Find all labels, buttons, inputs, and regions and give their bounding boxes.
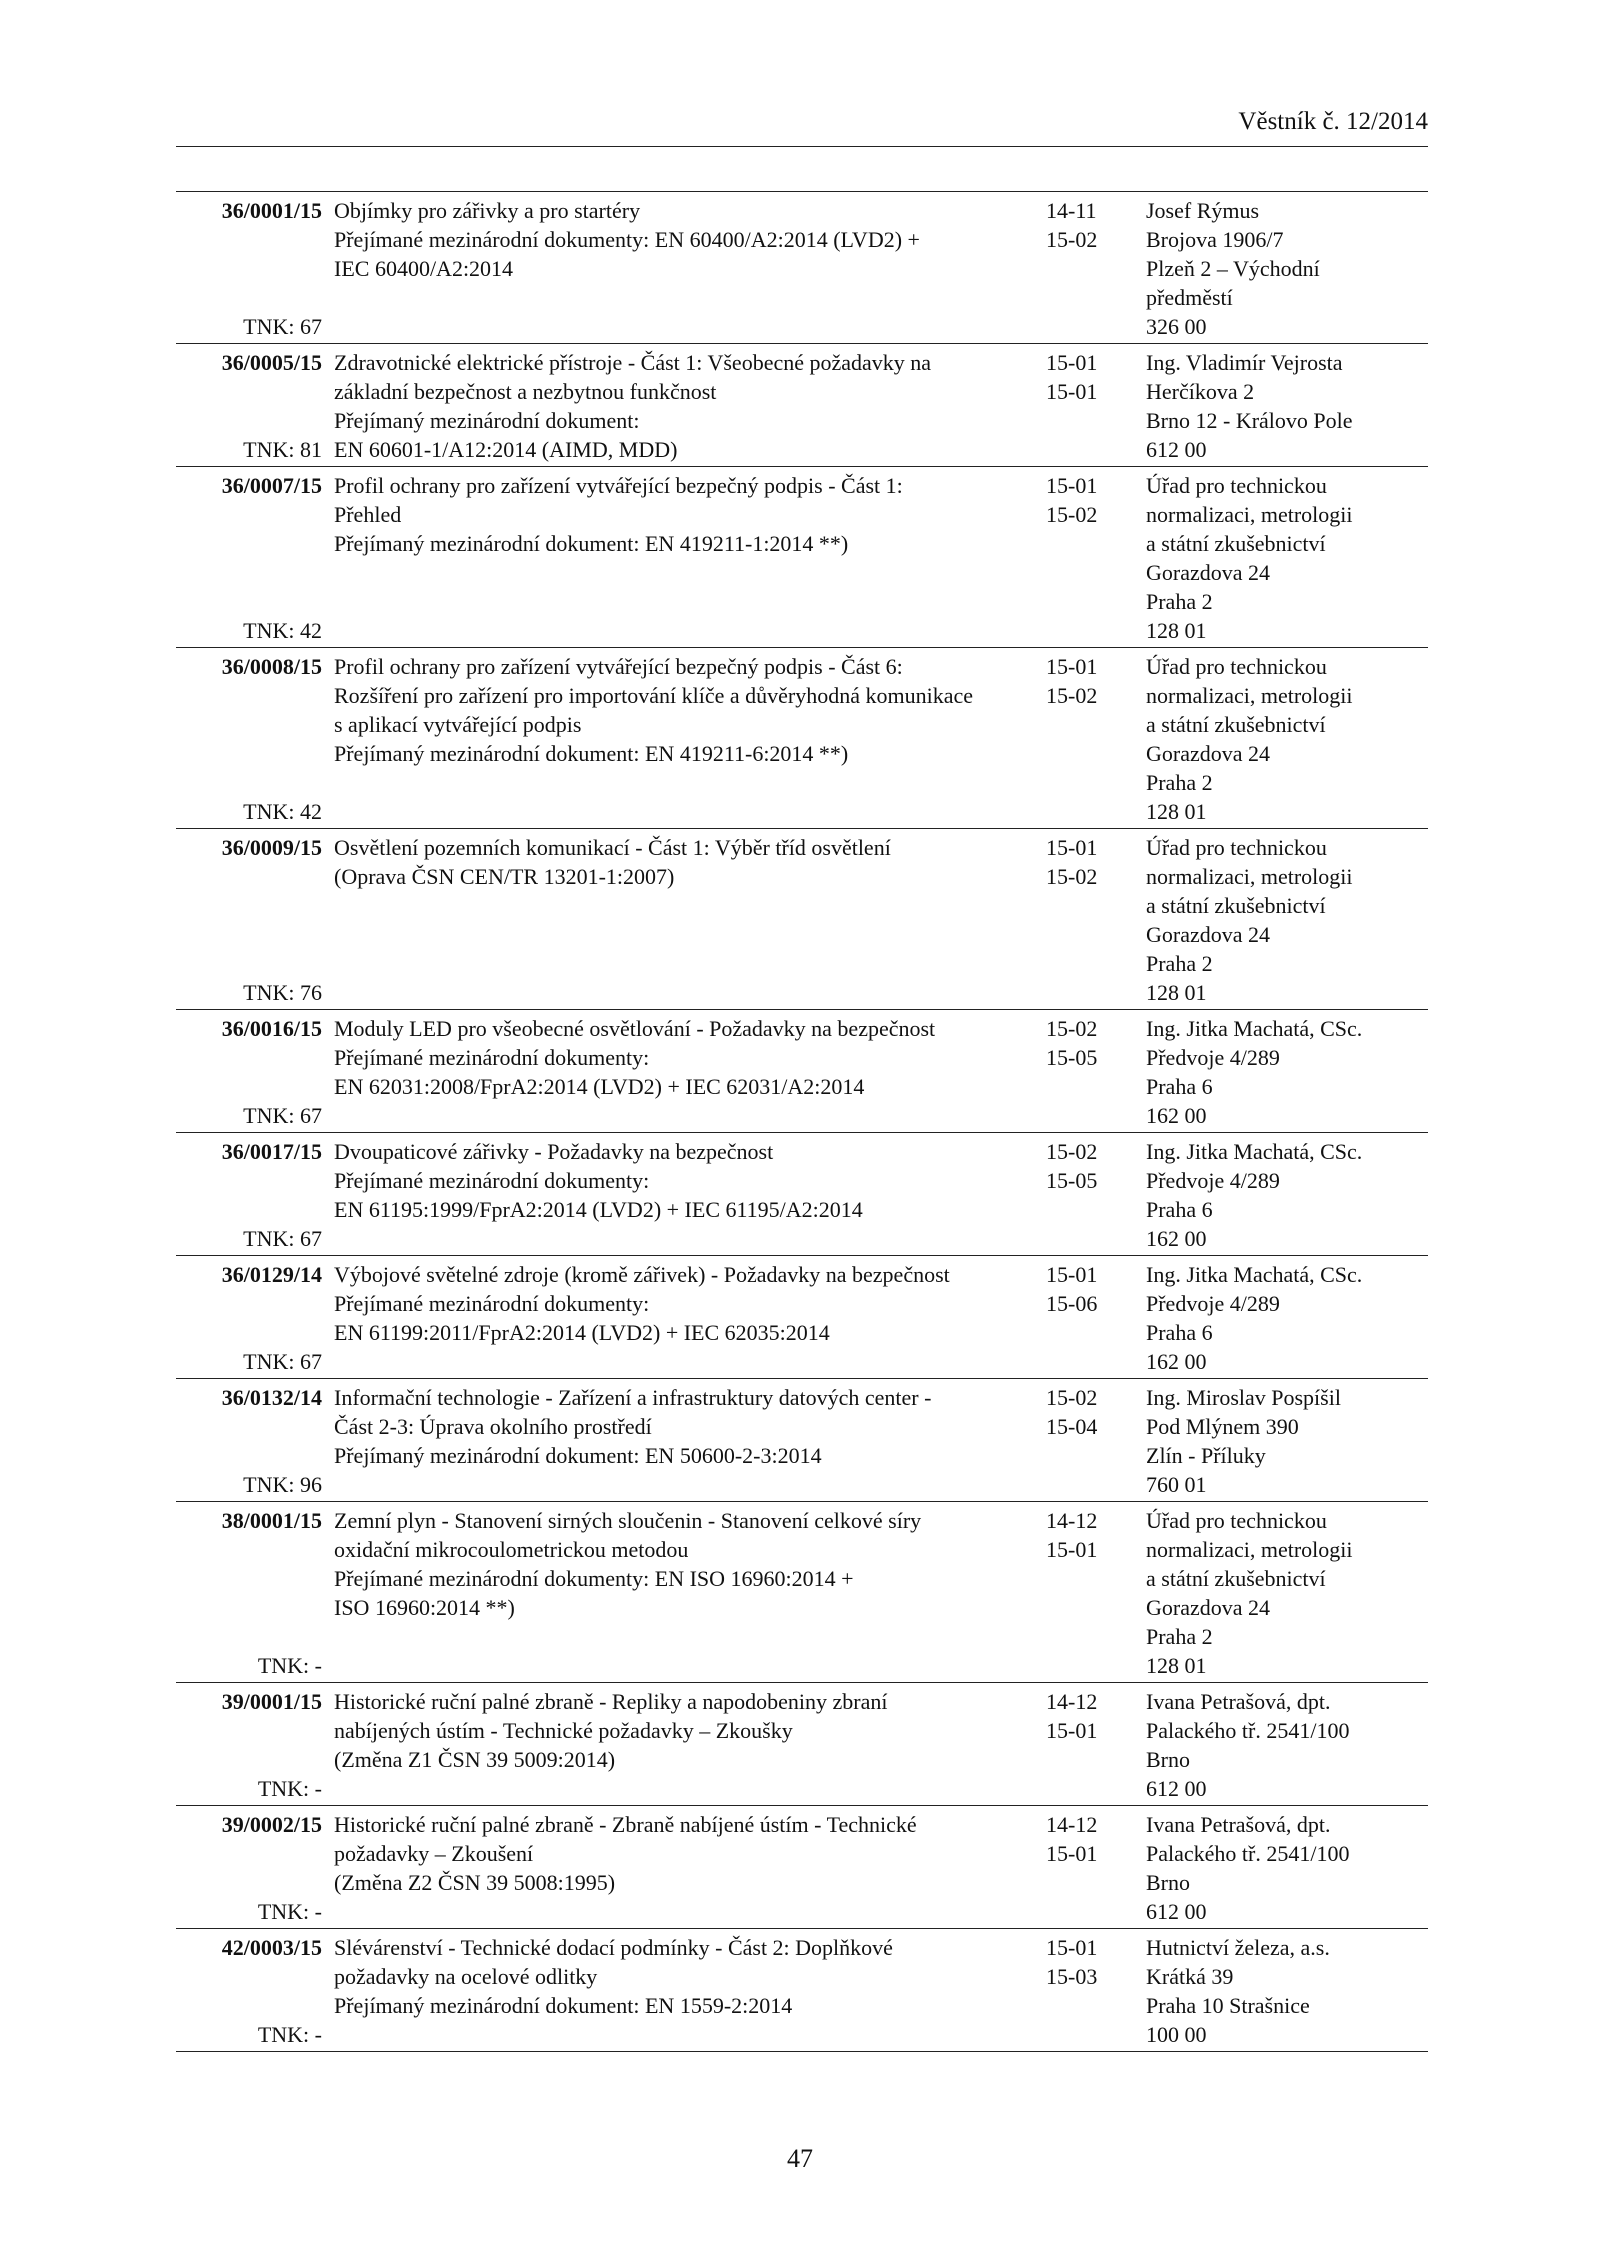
description-line: s aplikací vytvářející podpis [334, 712, 582, 737]
entry-description [328, 1929, 1040, 2052]
contact-line: Předvoje 4/289 [1146, 1291, 1280, 1316]
table-row [176, 192, 1428, 344]
entry-id-cell [176, 1133, 328, 1256]
entry-dates [1040, 1502, 1140, 1683]
entry-id-cell [176, 1806, 328, 1929]
entry-number: 39/0002/15 [221, 1812, 322, 1837]
date-code: 15-01 [1046, 350, 1098, 375]
table-row [176, 648, 1428, 829]
entry-number: 39/0001/15 [221, 1689, 322, 1714]
description-line: Moduly LED pro všeobecné osvětlování - Požadavky na bezpečnost [334, 1016, 936, 1041]
description-line: Historické ruční palné zbraně - Zbraně nabíjené ústím - Technické [334, 1812, 917, 1837]
entry-id-cell [176, 1379, 328, 1502]
date-code: 15-04 [1046, 1414, 1098, 1439]
entry-description [328, 1256, 1040, 1379]
tnk-label: TNK: - [257, 2022, 322, 2047]
entry-dates [1040, 1929, 1140, 2052]
table-row [176, 1683, 1428, 1806]
spacer [182, 1535, 322, 1564]
description-line: ISO 16960:2014 **) [334, 1595, 515, 1620]
date-code: 15-02 [1046, 1016, 1098, 1041]
tnk-label: TNK: 96 [243, 1472, 322, 1497]
entry-contact [1140, 1502, 1428, 1683]
tnk-label: TNK: - [257, 1653, 322, 1678]
contact-line: 760 01 [1146, 1472, 1207, 1497]
spacer [182, 1839, 322, 1868]
table-row [176, 829, 1428, 1010]
spacer [182, 406, 322, 435]
contact-line: Zlín - Příluky [1146, 1443, 1266, 1468]
entry-description [328, 467, 1040, 648]
date-code: 15-02 [1046, 683, 1098, 708]
description-line: Slévárenství - Technické dodací podmínky - Část 2: Doplňkové [334, 1935, 893, 1960]
date-code: 15-06 [1046, 1291, 1098, 1316]
description-line: Přejímaný mezinárodní dokument: EN 419211-6:2014 **) [334, 741, 849, 766]
description-line: Přehled [334, 502, 402, 527]
spacer [182, 587, 322, 616]
contact-line: Ing. Jitka Machatá, CSc. [1146, 1139, 1363, 1164]
contact-line: Palackého tř. 2541/100 [1146, 1718, 1350, 1743]
spacer [182, 1441, 322, 1470]
bulletin-title: Věstník č. 12/2014 [1238, 108, 1428, 135]
page-number: 47 [787, 2144, 813, 2173]
spacer [182, 500, 322, 529]
spacer [182, 377, 322, 406]
description-line: Přejímaný mezinárodní dokument: EN 1559-2:2014 [334, 1993, 793, 2018]
entry-dates [1040, 1256, 1140, 1379]
spacer [182, 862, 322, 891]
date-code: 15-05 [1046, 1168, 1098, 1193]
table-row [176, 1133, 1428, 1256]
entry-id-cell [176, 1010, 328, 1133]
entry-description [328, 344, 1040, 467]
date-code: 14-11 [1046, 198, 1097, 223]
entry-id-cell [176, 1256, 328, 1379]
contact-line: Krátká 39 [1146, 1964, 1234, 1989]
contact-line: Brno 12 - Královo Pole [1146, 408, 1353, 433]
description-line: Přejímané mezinárodní dokumenty: EN 60400/A2:2014 (LVD2) + [334, 227, 920, 252]
description-line: Historické ruční palné zbraně - Repliky a napodobeniny zbraní [334, 1689, 888, 1714]
description-line: Přejímané mezinárodní dokumenty: EN ISO 16960:2014 + [334, 1566, 854, 1591]
description-line: Rozšíření pro zařízení pro importování klíče a důvěryhodná komunikace [334, 683, 974, 708]
description-line: Část 2-3: Úprava okolního prostředí [334, 1414, 652, 1439]
entry-number: 36/0008/15 [221, 654, 322, 679]
contact-line: 100 00 [1146, 2022, 1207, 2047]
contact-line: normalizaci, metrologii [1146, 864, 1353, 889]
description-line: Přejímaný mezinárodní dokument: EN 419211-1:2014 **) [334, 531, 849, 556]
spacer [182, 283, 322, 312]
contact-line: normalizaci, metrologii [1146, 1537, 1353, 1562]
description-line: EN 60601-1/A12:2014 (AIMD, MDD) [334, 437, 678, 462]
contact-line: a státní zkušebnictví [1146, 531, 1326, 556]
spacer [182, 1195, 322, 1224]
date-code: 15-01 [1046, 1537, 1098, 1562]
entry-number: 42/0003/15 [221, 1935, 322, 1960]
description-line: EN 62031:2008/FprA2:2014 (LVD2) + IEC 62031/A2:2014 [334, 1074, 865, 1099]
contact-line: 162 00 [1146, 1226, 1207, 1251]
spacer [182, 710, 322, 739]
description-line: Zdravotnické elektrické přístroje - Část 1: Všeobecné požadavky na [334, 350, 932, 375]
date-code: 14-12 [1046, 1689, 1098, 1714]
date-code: 15-03 [1046, 1964, 1098, 1989]
table-row [176, 1502, 1428, 1683]
contact-line: Gorazdova 24 [1146, 922, 1271, 947]
contact-line: Palackého tř. 2541/100 [1146, 1841, 1350, 1866]
contact-line: Gorazdova 24 [1146, 741, 1271, 766]
contact-line: normalizaci, metrologii [1146, 502, 1353, 527]
description-line: Přejímané mezinárodní dokumenty: [334, 1168, 650, 1193]
contact-line: 128 01 [1146, 618, 1207, 643]
entry-number: 36/0132/14 [221, 1385, 322, 1410]
description-line: Informační technologie - Zařízení a infrastruktury datových center - [334, 1385, 932, 1410]
description-line: (Oprava ČSN CEN/TR 13201-1:2007) [334, 864, 675, 889]
description-line: Přejímané mezinárodní dokumenty: [334, 1045, 650, 1070]
entry-dates [1040, 1806, 1140, 1929]
tnk-label: TNK: 67 [243, 1103, 322, 1128]
contact-line: Praha 6 [1146, 1320, 1213, 1345]
contact-line: 128 01 [1146, 1653, 1207, 1678]
table-row [176, 1806, 1428, 1929]
entry-id-cell [176, 1502, 328, 1683]
spacer [182, 1593, 322, 1622]
spacer [182, 1412, 322, 1441]
entry-dates [1040, 467, 1140, 648]
entry-dates [1040, 829, 1140, 1010]
spacer [182, 1622, 322, 1651]
entry-number: 36/0009/15 [221, 835, 322, 860]
table-row [176, 467, 1428, 648]
contact-line: a státní zkušebnictví [1146, 1566, 1326, 1591]
contact-line: 612 00 [1146, 1776, 1207, 1801]
spacer [182, 1962, 322, 1991]
spacer [182, 254, 322, 283]
entry-description [328, 829, 1040, 1010]
contact-line: a státní zkušebnictví [1146, 712, 1326, 737]
description-line: EN 61199:2011/FprA2:2014 (LVD2) + IEC 62035:2014 [334, 1320, 830, 1345]
spacer [182, 1318, 322, 1347]
description-line: (Změna Z1 ČSN 39 5009:2014) [334, 1747, 616, 1772]
contact-line: Ing. Miroslav Pospíšil [1146, 1385, 1341, 1410]
description-line: Profil ochrany pro zařízení vytvářející bezpečný podpis - Část 1: [334, 473, 903, 498]
entry-id-cell [176, 648, 328, 829]
entry-dates [1040, 1133, 1140, 1256]
standards-table [176, 191, 1428, 2052]
contact-line: 162 00 [1146, 1103, 1207, 1128]
entry-contact [1140, 829, 1428, 1010]
tnk-label: TNK: 67 [243, 1226, 322, 1251]
tnk-label: TNK: 42 [243, 799, 322, 824]
entry-id-cell [176, 467, 328, 648]
date-code: 15-02 [1046, 502, 1098, 527]
contact-line: Úřad pro technickou [1146, 835, 1327, 860]
entry-contact [1140, 1806, 1428, 1929]
tnk-label: TNK: 42 [243, 618, 322, 643]
contact-line: Plzeň 2 – Východní [1146, 256, 1320, 281]
description-line: (Změna Z2 ČSN 39 5008:1995) [334, 1870, 616, 1895]
entry-number: 36/0129/14 [221, 1262, 322, 1287]
entry-contact [1140, 192, 1428, 344]
tnk-label: TNK: 81 [243, 437, 322, 462]
contact-line: 162 00 [1146, 1349, 1207, 1374]
description-line: nabíjených ústím - Technické požadavky – Zkoušky [334, 1718, 793, 1743]
entry-dates [1040, 1683, 1140, 1806]
entry-contact [1140, 1256, 1428, 1379]
description-line: Přejímaný mezinárodní dokument: [334, 408, 640, 433]
date-code: 15-02 [1046, 1385, 1098, 1410]
spacer [182, 949, 322, 978]
entry-number: 38/0001/15 [221, 1508, 322, 1533]
contact-line: Praha 2 [1146, 770, 1213, 795]
description-line: Dvoupaticové zářivky - Požadavky na bezpečnost [334, 1139, 774, 1164]
contact-line: Úřad pro technickou [1146, 473, 1327, 498]
contact-line: Gorazdova 24 [1146, 560, 1271, 585]
contact-line: Ing. Jitka Machatá, CSc. [1146, 1016, 1363, 1041]
spacer [182, 1745, 322, 1774]
contact-line: Praha 6 [1146, 1074, 1213, 1099]
date-code: 14-12 [1046, 1812, 1098, 1837]
entry-id-cell [176, 829, 328, 1010]
spacer [182, 1289, 322, 1318]
contact-line: Ivana Petrašová, dpt. [1146, 1812, 1331, 1837]
table-row [176, 1256, 1428, 1379]
spacer [182, 558, 322, 587]
date-code: 15-05 [1046, 1045, 1098, 1070]
entry-contact [1140, 1379, 1428, 1502]
entry-contact [1140, 1683, 1428, 1806]
entry-dates [1040, 1379, 1140, 1502]
description-line: oxidační mikrocoulometrickou metodou [334, 1537, 689, 1562]
contact-line: a státní zkušebnictví [1146, 893, 1326, 918]
entry-dates [1040, 192, 1140, 344]
date-code: 14-12 [1046, 1508, 1098, 1533]
contact-line: Předvoje 4/289 [1146, 1168, 1280, 1193]
spacer [182, 1564, 322, 1593]
date-code: 15-01 [1046, 1262, 1098, 1287]
page-footer [0, 2144, 1600, 2174]
contact-line: normalizaci, metrologii [1146, 683, 1353, 708]
date-code: 15-01 [1046, 473, 1098, 498]
contact-line: Ivana Petrašová, dpt. [1146, 1689, 1331, 1714]
tnk-label: TNK: - [257, 1899, 322, 1924]
description-line: požadavky na ocelové odlitky [334, 1964, 598, 1989]
contact-line: Úřad pro technickou [1146, 1508, 1327, 1533]
entry-contact [1140, 1010, 1428, 1133]
entry-id-cell [176, 344, 328, 467]
entry-id-cell [176, 1683, 328, 1806]
description-line: EN 61195:1999/FprA2:2014 (LVD2) + IEC 61195/A2:2014 [334, 1197, 863, 1222]
tnk-label: TNK: 67 [243, 314, 322, 339]
entry-contact [1140, 344, 1428, 467]
entry-number: 36/0005/15 [221, 350, 322, 375]
spacer [182, 1043, 322, 1072]
date-code: 15-02 [1046, 227, 1098, 252]
table-row [176, 1379, 1428, 1502]
date-code: 15-01 [1046, 1935, 1098, 1960]
entry-contact [1140, 1133, 1428, 1256]
tnk-label: TNK: - [257, 1776, 322, 1801]
date-code: 15-01 [1046, 1841, 1098, 1866]
table-row [176, 1929, 1428, 2052]
date-code: 15-01 [1046, 835, 1098, 860]
description-line: Výbojové světelné zdroje (kromě zářivek) - Požadavky na bezpečnost [334, 1262, 950, 1287]
entry-id-cell [176, 1929, 328, 2052]
table-row [176, 1010, 1428, 1133]
entry-dates [1040, 648, 1140, 829]
entry-description [328, 1379, 1040, 1502]
entry-id-cell [176, 192, 328, 344]
spacer [182, 1166, 322, 1195]
contact-line: Praha 10 Strašnice [1146, 1993, 1310, 2018]
spacer [182, 225, 322, 254]
date-code: 15-01 [1046, 654, 1098, 679]
contact-line: Hutnictví železa, a.s. [1146, 1935, 1330, 1960]
contact-line: Brno [1146, 1747, 1190, 1772]
spacer [182, 739, 322, 768]
description-line: základní bezpečnost a nezbytnou funkčnost [334, 379, 717, 404]
description-line: Profil ochrany pro zařízení vytvářející bezpečný podpis - Část 6: [334, 654, 903, 679]
entry-number: 36/0007/15 [221, 473, 322, 498]
description-line: Přejímané mezinárodní dokumenty: [334, 1291, 650, 1316]
contact-line: 326 00 [1146, 314, 1207, 339]
contact-line: Praha 2 [1146, 951, 1213, 976]
contact-line: Ing. Jitka Machatá, CSc. [1146, 1262, 1363, 1287]
entry-description [328, 1502, 1040, 1683]
spacer [182, 1868, 322, 1897]
spacer [182, 1716, 322, 1745]
spacer [182, 529, 322, 558]
contact-line: Předvoje 4/289 [1146, 1045, 1280, 1070]
contact-line: Josef Rýmus [1146, 198, 1260, 223]
spacer [182, 1991, 322, 2020]
contact-line: 128 01 [1146, 980, 1207, 1005]
contact-line: Úřad pro technickou [1146, 654, 1327, 679]
description-line: IEC 60400/A2:2014 [334, 256, 514, 281]
description-line: požadavky – Zkoušení [334, 1841, 534, 1866]
entry-contact [1140, 1929, 1428, 2052]
entry-description [328, 1806, 1040, 1929]
entry-description [328, 1010, 1040, 1133]
contact-line: 612 00 [1146, 1899, 1207, 1924]
entry-number: 36/0016/15 [221, 1016, 322, 1041]
description-line: Objímky pro zářivky a pro startéry [334, 198, 641, 223]
contact-line: Praha 2 [1146, 589, 1213, 614]
contact-line: Pod Mlýnem 390 [1146, 1414, 1299, 1439]
entry-contact [1140, 467, 1428, 648]
contact-line: Herčíkova 2 [1146, 379, 1255, 404]
description-line: Osvětlení pozemních komunikací - Část 1: Výběr tříd osvětlení [334, 835, 891, 860]
page-header [176, 108, 1428, 147]
entry-number: 36/0017/15 [221, 1139, 322, 1164]
date-code: 15-02 [1046, 864, 1098, 889]
spacer [182, 768, 322, 797]
contact-line: Praha 2 [1146, 1624, 1213, 1649]
entry-dates [1040, 344, 1140, 467]
entry-dates [1040, 1010, 1140, 1133]
date-code: 15-01 [1046, 1718, 1098, 1743]
entry-description [328, 192, 1040, 344]
description-line: Zemní plyn - Stanovení sirných sloučenin - Stanovení celkové síry [334, 1508, 922, 1533]
entry-description [328, 648, 1040, 829]
entry-number: 36/0001/15 [221, 198, 322, 223]
tnk-label: TNK: 76 [243, 980, 322, 1005]
contact-line: 128 01 [1146, 799, 1207, 824]
contact-line: Praha 6 [1146, 1197, 1213, 1222]
contact-line: Ing. Vladimír Vejrosta [1146, 350, 1343, 375]
tnk-label: TNK: 67 [243, 1349, 322, 1374]
entry-contact [1140, 648, 1428, 829]
date-code: 15-02 [1046, 1139, 1098, 1164]
contact-line: Brojova 1906/7 [1146, 227, 1284, 252]
standards-table-body [176, 192, 1428, 2052]
spacer [182, 920, 322, 949]
contact-line: Brno [1146, 1870, 1190, 1895]
date-code: 15-01 [1046, 379, 1098, 404]
contact-line: Gorazdova 24 [1146, 1595, 1271, 1620]
spacer [182, 681, 322, 710]
table-row [176, 344, 1428, 467]
contact-line: předměstí [1146, 285, 1233, 310]
contact-line: 612 00 [1146, 437, 1207, 462]
entry-description [328, 1683, 1040, 1806]
entry-description [328, 1133, 1040, 1256]
spacer [182, 891, 322, 920]
description-line: Přejímaný mezinárodní dokument: EN 50600-2-3:2014 [334, 1443, 822, 1468]
spacer [182, 1072, 322, 1101]
